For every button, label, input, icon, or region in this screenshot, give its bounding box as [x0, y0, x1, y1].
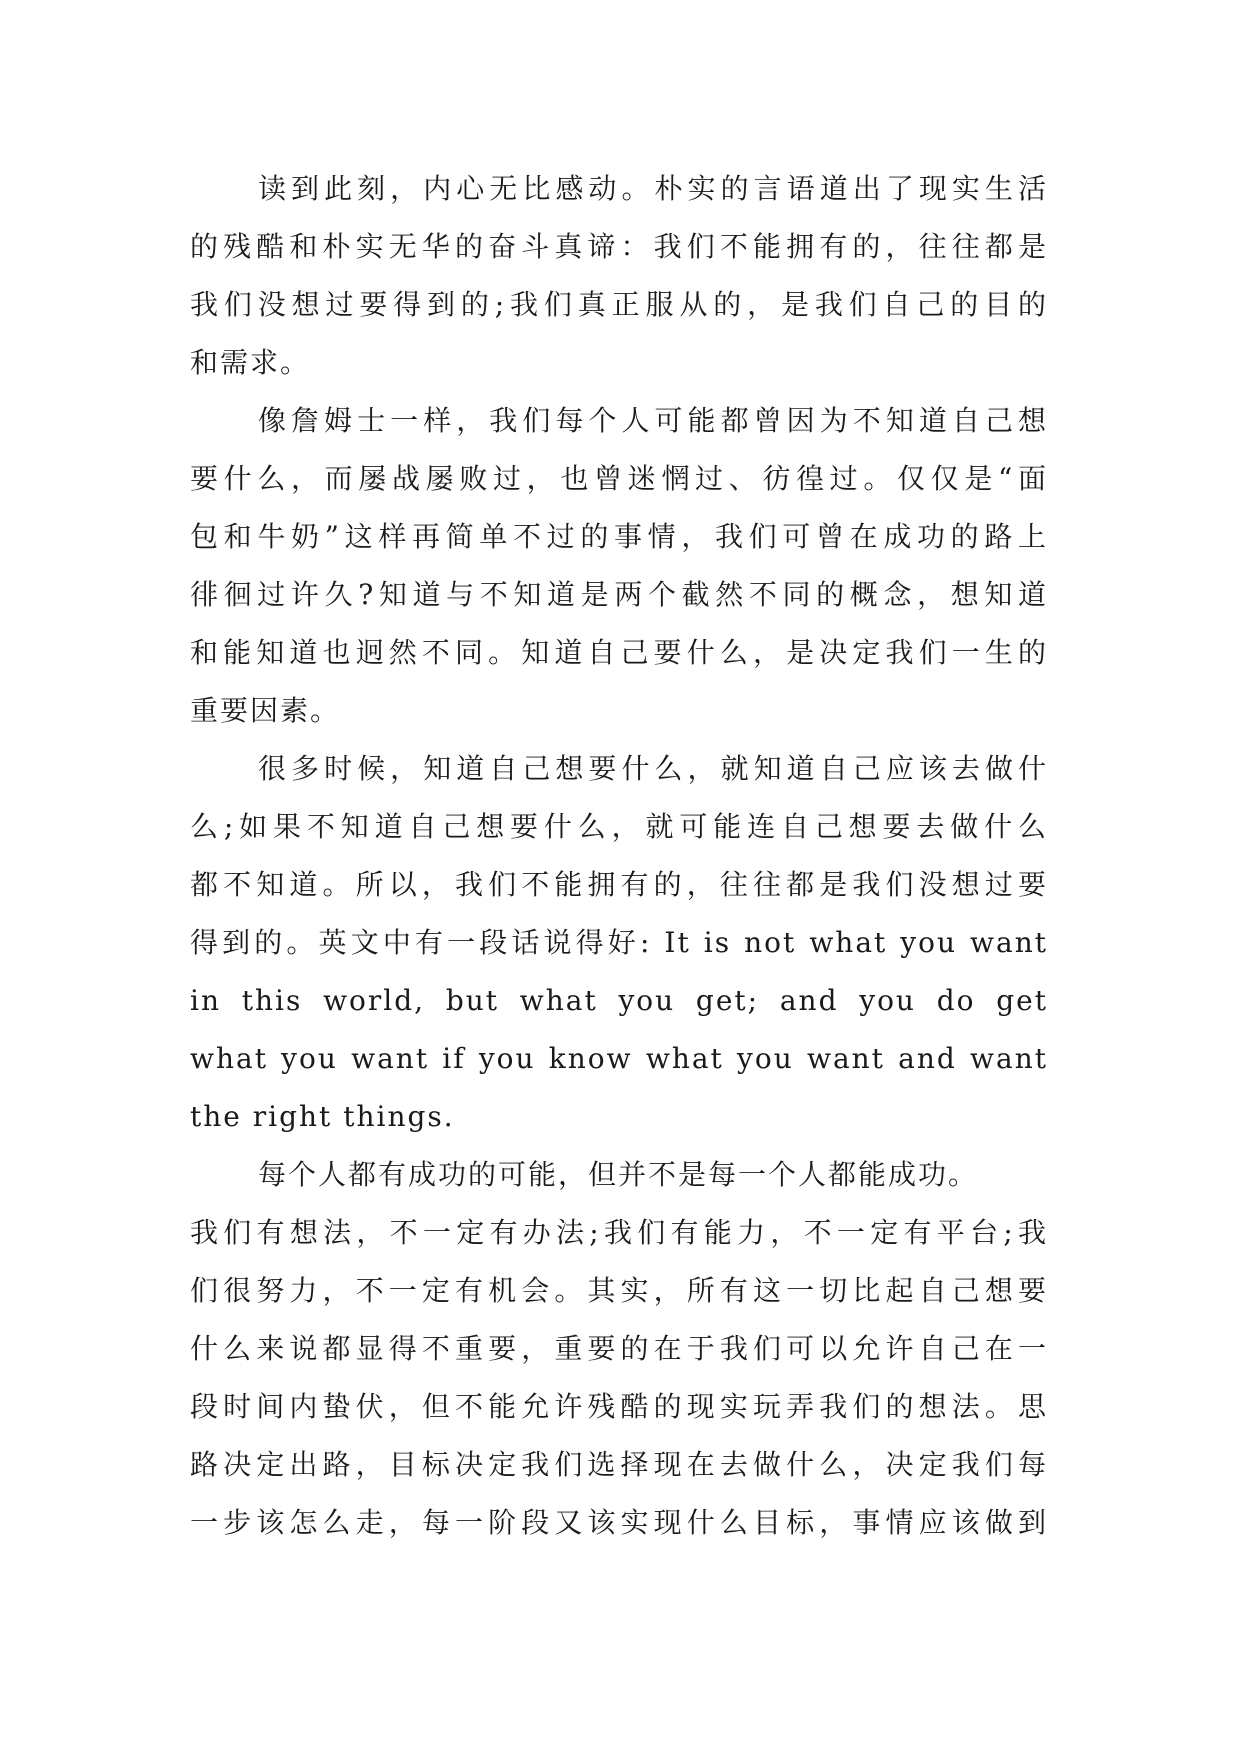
text-line: in this world, but what you get; and you do get — [190, 984, 1048, 1017]
text-line: 得到的。英文中有一段话说得好: It is not what you want — [190, 926, 1048, 959]
text-line: 什么来说都显得不重要，重要的在于我们可以允许自己在一 — [190, 1332, 1048, 1365]
text-line: 路决定出路，目标决定我们选择现在去做什么，决定我们每 — [190, 1448, 1048, 1481]
text-line: 读到此刻，内心无比感动。朴实的言语道出了现实生活 — [258, 172, 1048, 205]
text-line: 要什么，而屡战屡败过，也曾迷惘过、彷徨过。仅仅是“面 — [190, 462, 1048, 495]
text-line: 和需求。 — [190, 346, 311, 379]
text-line: 和能知道也迥然不同。知道自己要什么，是决定我们一生的 — [190, 636, 1048, 669]
text-line: what you want if you know what you want and want — [190, 1042, 1048, 1075]
text-line: 们很努力，不一定有机会。其实，所有这一切比起自己想要 — [190, 1274, 1048, 1307]
text-line: 重要因素。 — [190, 694, 341, 727]
text-line: 么;如果不知道自己想要什么，就可能连自己想要去做什么 — [190, 810, 1048, 843]
text-line: 像詹姆士一样，我们每个人可能都曾因为不知道自己想 — [258, 404, 1048, 437]
text-line: 的残酷和朴实无华的奋斗真谛：我们不能拥有的，往往都是 — [190, 230, 1048, 263]
text-line: the right things. — [190, 1100, 455, 1133]
text-line: 每个人都有成功的可能，但并不是每一个人都能成功。 — [258, 1158, 979, 1191]
text-line: 一步该怎么走，每一阶段又该实现什么目标，事情应该做到 — [190, 1506, 1048, 1539]
text-line: 我们没想过要得到的;我们真正服从的，是我们自己的目的 — [190, 288, 1048, 321]
text-line: 包和牛奶”这样再简单不过的事情，我们可曾在成功的路上 — [190, 520, 1048, 553]
text-line: 很多时候，知道自己想要什么，就知道自己应该去做什 — [258, 752, 1048, 785]
text-line: 都不知道。所以，我们不能拥有的，往往都是我们没想过要 — [190, 868, 1048, 901]
text-line: 徘徊过许久?知道与不知道是两个截然不同的概念，想知道 — [190, 578, 1048, 611]
text-line: 段时间内蛰伏，但不能允许残酷的现实玩弄我们的想法。思 — [190, 1390, 1048, 1423]
text-line: 我们有想法，不一定有办法;我们有能力，不一定有平台;我 — [190, 1216, 1048, 1249]
document-body — [190, 160, 1048, 1552]
